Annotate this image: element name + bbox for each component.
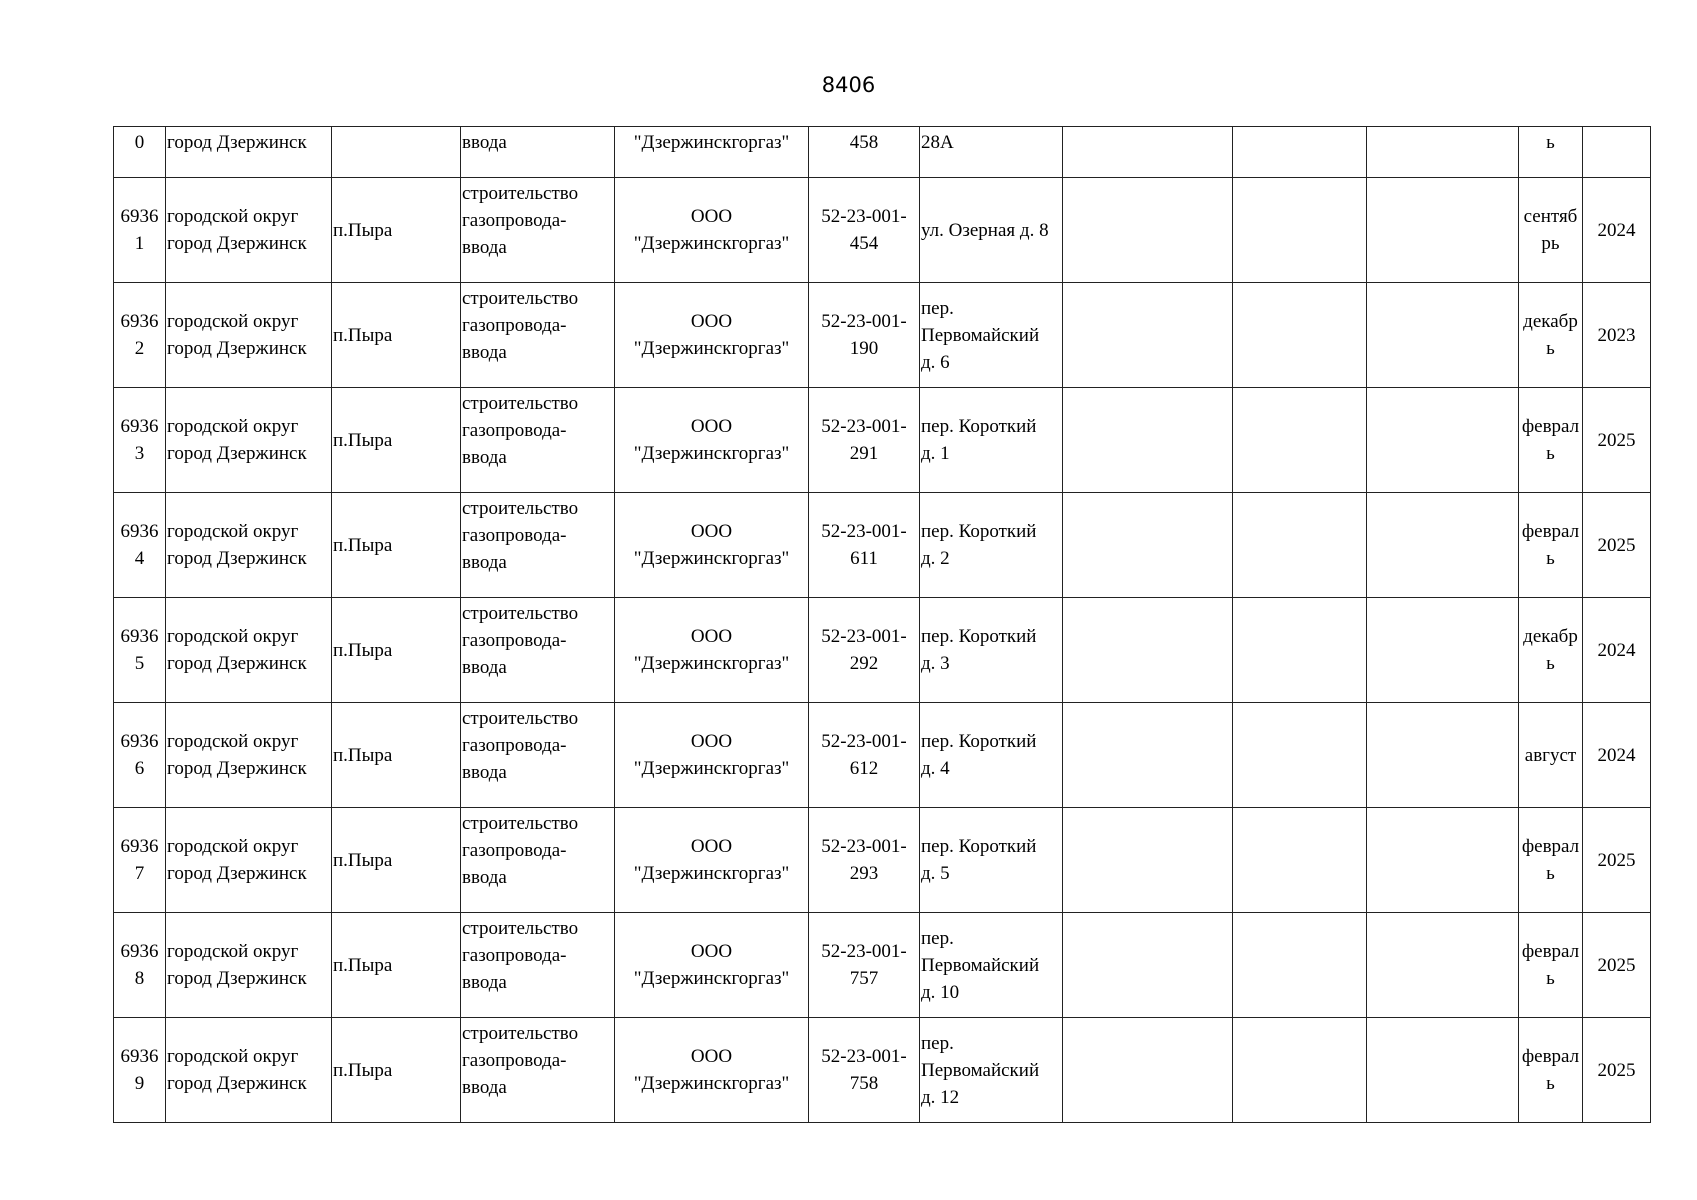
cell-month: феврал ь <box>1519 493 1583 598</box>
cell-settlement: п.Пыра <box>332 493 461 598</box>
cell-organization: ООО "Дзержинскгоргаз" <box>615 913 809 1018</box>
cell-district: городской округ город Дзержинск <box>166 388 332 493</box>
cell-number: 6936 3 <box>114 388 166 493</box>
table-row <box>114 388 1651 493</box>
cell-work-type: строительство газопровода- ввода <box>461 808 615 913</box>
cell-code: 52-23-001- 454 <box>809 178 920 283</box>
cell-address: пер. Короткий д. 4 <box>920 703 1063 808</box>
cell-empty <box>1367 808 1519 913</box>
cell-code: 52-23-001- 293 <box>809 808 920 913</box>
cell-address: пер. Короткий д. 3 <box>920 598 1063 703</box>
cell-month: феврал ь <box>1519 808 1583 913</box>
cell-address: пер. Короткий д. 1 <box>920 388 1063 493</box>
cell-district: городской округ город Дзержинск <box>166 913 332 1018</box>
cell-empty <box>1367 1018 1519 1123</box>
cell-address: ул. Озерная д. 8 <box>920 178 1063 283</box>
page-number: 8406 <box>821 73 876 97</box>
cell-work-type: строительство газопровода- ввода <box>461 178 615 283</box>
cell-empty <box>1233 493 1367 598</box>
cell-address: пер. Короткий д. 5 <box>920 808 1063 913</box>
cell-empty <box>1367 283 1519 388</box>
cell-organization: ООО "Дзержинскгоргаз" <box>615 493 809 598</box>
cell-organization: ООО "Дзержинскгоргаз" <box>615 283 809 388</box>
gasification-table <box>113 126 1651 1123</box>
cell-year: 2025 <box>1583 913 1651 1018</box>
cell-empty <box>1063 493 1233 598</box>
cell-address: пер. Первомайский д. 10 <box>920 913 1063 1018</box>
cell-settlement: п.Пыра <box>332 598 461 703</box>
cell-empty <box>1233 598 1367 703</box>
cell-empty <box>1367 388 1519 493</box>
cell-work-type: строительство газопровода- ввода <box>461 388 615 493</box>
cell-empty <box>1063 598 1233 703</box>
cell-empty <box>1063 388 1233 493</box>
cell-organization: ООО "Дзержинскгоргаз" <box>615 598 809 703</box>
cell-work-type: строительство газопровода- ввода <box>461 283 615 388</box>
cell-settlement: п.Пыра <box>332 388 461 493</box>
cell-empty <box>1367 493 1519 598</box>
cell-empty <box>1367 913 1519 1018</box>
cell-month: феврал ь <box>1519 1018 1583 1123</box>
cell-number: 6936 4 <box>114 493 166 598</box>
cell-settlement: п.Пыра <box>332 1018 461 1123</box>
table-row <box>114 598 1651 703</box>
cell-empty <box>1233 703 1367 808</box>
cell-address: 28А <box>920 127 1063 178</box>
cell-year <box>1583 127 1651 178</box>
cell-empty <box>1063 913 1233 1018</box>
cell-district: городской округ город Дзержинск <box>166 703 332 808</box>
cell-year: 2025 <box>1583 388 1651 493</box>
cell-year: 2024 <box>1583 178 1651 283</box>
table-row <box>114 127 1651 178</box>
cell-work-type: строительство газопровода- ввода <box>461 1018 615 1123</box>
cell-empty <box>1233 913 1367 1018</box>
cell-month: феврал ь <box>1519 913 1583 1018</box>
cell-district: городской округ город Дзержинск <box>166 493 332 598</box>
cell-empty <box>1063 127 1233 178</box>
cell-code: 52-23-001- 611 <box>809 493 920 598</box>
cell-address: пер. Первомайский д. 12 <box>920 1018 1063 1123</box>
cell-code: 52-23-001- 291 <box>809 388 920 493</box>
cell-code: 52-23-001- 757 <box>809 913 920 1018</box>
cell-code: 52-23-001- 758 <box>809 1018 920 1123</box>
cell-address: пер. Первомайский д. 6 <box>920 283 1063 388</box>
cell-empty <box>1063 703 1233 808</box>
cell-number: 6936 9 <box>114 1018 166 1123</box>
cell-month: ь <box>1519 127 1583 178</box>
cell-empty <box>1367 127 1519 178</box>
cell-year: 2025 <box>1583 493 1651 598</box>
cell-organization: ООО "Дзержинскгоргаз" <box>615 703 809 808</box>
cell-district: городской округ город Дзержинск <box>166 283 332 388</box>
cell-empty <box>1233 127 1367 178</box>
cell-organization: ООО "Дзержинскгоргаз" <box>615 178 809 283</box>
cell-empty <box>1063 283 1233 388</box>
cell-organization: ООО "Дзержинскгоргаз" <box>615 1018 809 1123</box>
cell-empty <box>1233 283 1367 388</box>
cell-number: 6936 8 <box>114 913 166 1018</box>
cell-empty <box>1063 808 1233 913</box>
cell-number: 6936 1 <box>114 178 166 283</box>
cell-settlement <box>332 127 461 178</box>
cell-number: 6936 2 <box>114 283 166 388</box>
cell-number: 6936 5 <box>114 598 166 703</box>
cell-district: городской округ город Дзержинск <box>166 1018 332 1123</box>
cell-work-type: строительство газопровода- ввода <box>461 598 615 703</box>
cell-empty <box>1063 178 1233 283</box>
table-row <box>114 493 1651 598</box>
cell-empty <box>1233 178 1367 283</box>
cell-code: 52-23-001- 612 <box>809 703 920 808</box>
cell-code: 52-23-001- 190 <box>809 283 920 388</box>
cell-work-type: строительство газопровода- ввода <box>461 703 615 808</box>
cell-district: городской округ город Дзержинск <box>166 178 332 283</box>
table-row <box>114 178 1651 283</box>
table-row <box>114 913 1651 1018</box>
cell-code: 458 <box>809 127 920 178</box>
cell-number: 0 <box>114 127 166 178</box>
cell-number: 6936 7 <box>114 808 166 913</box>
cell-month: сентяб рь <box>1519 178 1583 283</box>
cell-settlement: п.Пыра <box>332 178 461 283</box>
cell-settlement: п.Пыра <box>332 808 461 913</box>
table-row <box>114 703 1651 808</box>
cell-number: 6936 6 <box>114 703 166 808</box>
cell-work-type: строительство газопровода- ввода <box>461 493 615 598</box>
table-row <box>114 808 1651 913</box>
cell-empty <box>1233 808 1367 913</box>
cell-month: декабр ь <box>1519 598 1583 703</box>
cell-work-type: строительство газопровода- ввода <box>461 913 615 1018</box>
cell-settlement: п.Пыра <box>332 703 461 808</box>
cell-empty <box>1063 1018 1233 1123</box>
cell-year: 2023 <box>1583 283 1651 388</box>
cell-month: феврал ь <box>1519 388 1583 493</box>
cell-empty <box>1233 388 1367 493</box>
cell-settlement: п.Пыра <box>332 283 461 388</box>
cell-settlement: п.Пыра <box>332 913 461 1018</box>
cell-organization: "Дзержинскгоргаз" <box>615 127 809 178</box>
cell-month: август <box>1519 703 1583 808</box>
cell-district: город Дзержинск <box>166 127 332 178</box>
cell-empty <box>1367 178 1519 283</box>
cell-district: городской округ город Дзержинск <box>166 808 332 913</box>
table-body <box>114 127 1651 1123</box>
cell-empty <box>1367 598 1519 703</box>
table-row <box>114 1018 1651 1123</box>
cell-empty <box>1233 1018 1367 1123</box>
cell-empty <box>1367 703 1519 808</box>
cell-organization: ООО "Дзержинскгоргаз" <box>615 388 809 493</box>
cell-organization: ООО "Дзержинскгоргаз" <box>615 808 809 913</box>
cell-work-type: ввода <box>461 127 615 178</box>
cell-district: городской округ город Дзержинск <box>166 598 332 703</box>
table-row <box>114 283 1651 388</box>
cell-month: декабр ь <box>1519 283 1583 388</box>
cell-address: пер. Короткий д. 2 <box>920 493 1063 598</box>
cell-year: 2025 <box>1583 1018 1651 1123</box>
cell-year: 2025 <box>1583 808 1651 913</box>
cell-year: 2024 <box>1583 703 1651 808</box>
cell-code: 52-23-001- 292 <box>809 598 920 703</box>
cell-year: 2024 <box>1583 598 1651 703</box>
